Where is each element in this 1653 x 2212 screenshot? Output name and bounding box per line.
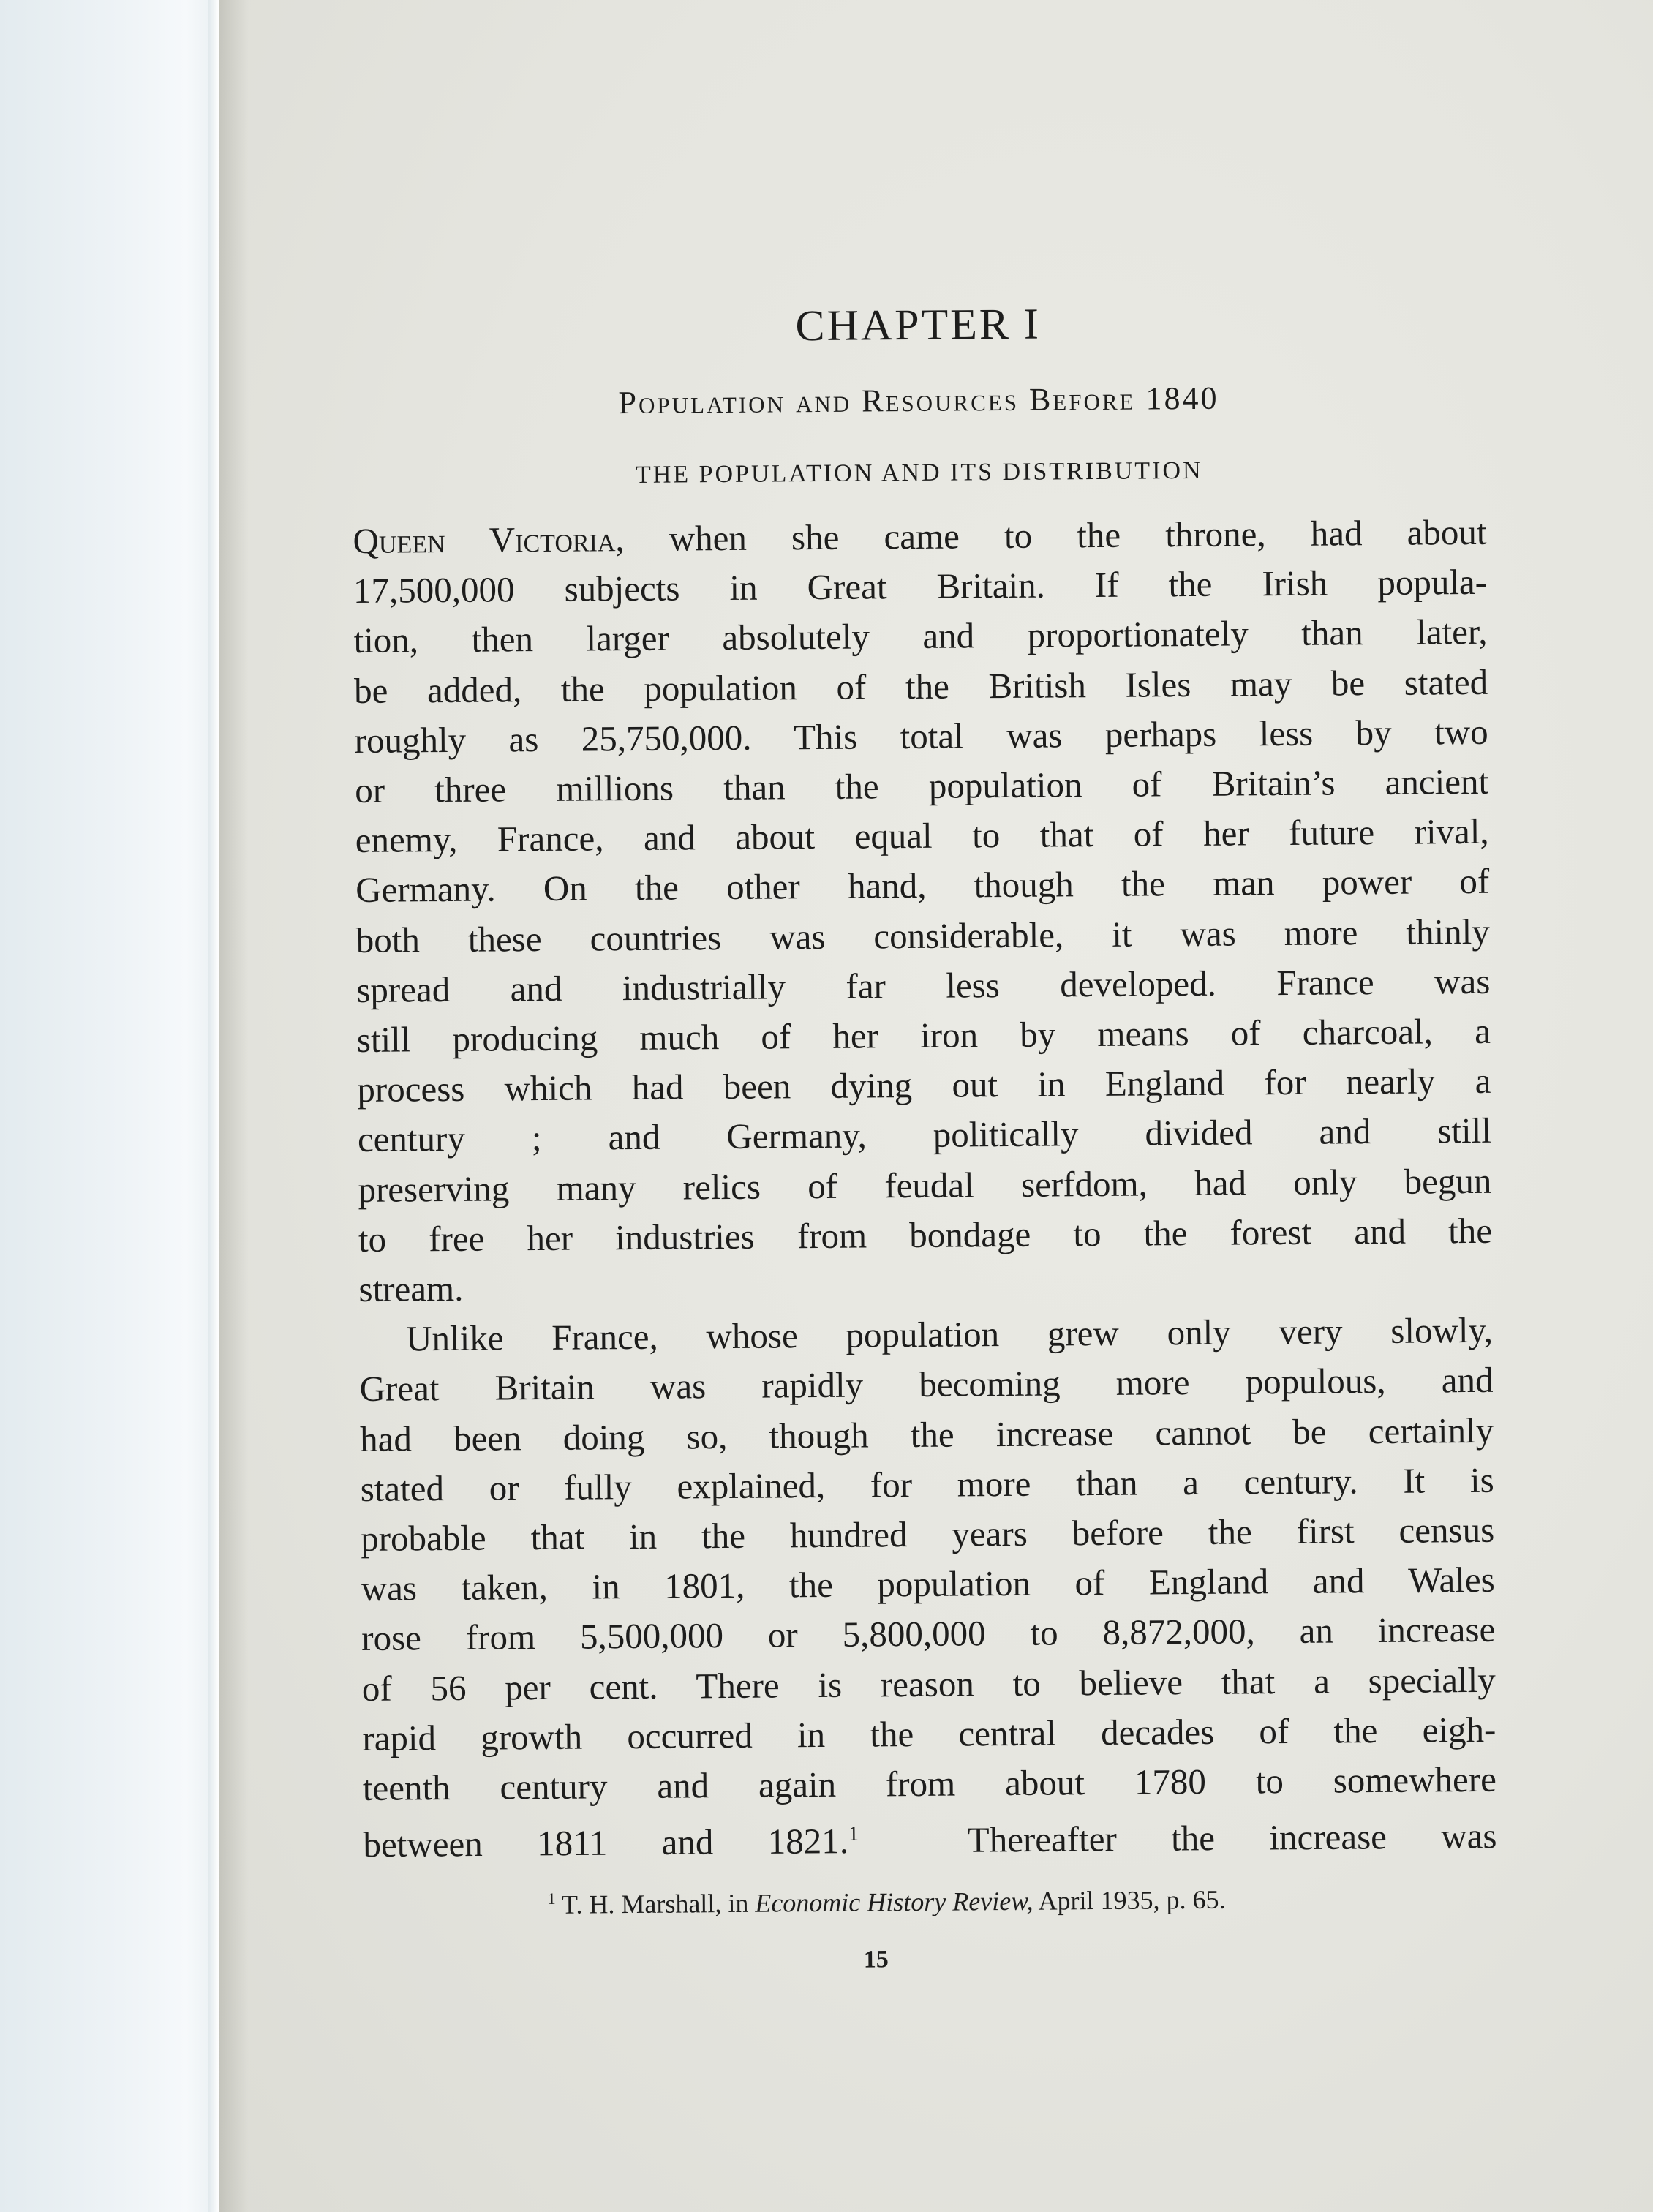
text-line: Unlike France, whose population grew only very slowly, <box>405 1310 1494 1359</box>
paragraph-2 <box>359 1306 1497 1870</box>
text-line: stream. <box>358 1268 464 1310</box>
text-line: or three millions than the population of Britain’s ancient <box>354 761 1489 810</box>
text-line: Germany. On the other hand, though the man power of <box>355 861 1490 911</box>
text-line: enemy, France, and about equal to that of her future rival, <box>355 811 1489 861</box>
text-line: teenth century and again from about 1780 to somewhere <box>362 1758 1497 1809</box>
chapter-title: Population and Resources Before 1840 <box>618 380 1219 421</box>
text-line: 17,500,000 subjects in Great Britain. If the Irish popula- <box>353 562 1488 612</box>
text-line: preserving many relics of feudal serfdom, had only begun <box>358 1160 1492 1210</box>
text-span: , when she came to the throne, had about <box>615 511 1487 560</box>
text-line: roughly as 25,750,000. This total was perhaps less by two <box>354 711 1488 761</box>
book-page <box>219 0 1653 2212</box>
text-line <box>353 508 1486 566</box>
text-column <box>351 298 1498 1978</box>
footnote-text-end: April 1935, p. 65. <box>1038 1884 1226 1916</box>
footnote-source: Economic History Review, <box>755 1886 1033 1918</box>
text-line: both these countries was considerable, it was more thinly <box>355 911 1490 960</box>
text-line: stated or fully explained, for more than a century. It is <box>360 1459 1494 1509</box>
footnote-marker: 1 <box>848 1822 859 1846</box>
chapter-heading: CHAPTER I <box>795 299 1042 350</box>
text-line: process which had been dying out in England for nearly a <box>357 1061 1491 1110</box>
footnote-text: T. H. Marshall, in <box>561 1888 749 1919</box>
facing-page-left <box>0 0 219 2212</box>
text-line: probable that in the hundred years before the first census <box>361 1509 1495 1560</box>
text-line: spread and industrially far less developed. France was <box>356 960 1491 1010</box>
drop-small-caps: Queen Victoria <box>353 519 616 561</box>
text-line: was taken, in 1801, the population of England and Wales <box>361 1560 1495 1609</box>
text-line: to free her industries from bondage to the forest and the <box>358 1210 1493 1260</box>
text-line: had been doing so, though the increase cannot be certainly <box>359 1410 1494 1459</box>
text-line: be added, the population of the British Isles may be stated <box>353 661 1488 711</box>
text-line: still producing much of her iron by means of charcoal, a <box>356 1010 1491 1060</box>
text-span: Thereafter the increase was <box>967 1816 1497 1861</box>
section-heading: THE POPULATION AND ITS DISTRIBUTION <box>635 456 1203 489</box>
footnote <box>364 1884 1497 1919</box>
page-shadow <box>219 0 249 2212</box>
page-number: 15 <box>863 1946 889 1974</box>
text-line: Great Britain was rapidly becoming more populous, and <box>359 1360 1494 1410</box>
text-line: rapid growth occurred in the central decades of the eigh- <box>362 1709 1496 1758</box>
text-line: tion, then larger absolutely and proportionately than later, <box>353 612 1488 661</box>
text-line: rose from 5,500,000 or 5,800,000 to 8,872,000, an increase <box>361 1609 1496 1659</box>
footnote-number: 1 <box>547 1889 556 1908</box>
text-line: century ; and Germany, politically divided and still <box>357 1110 1492 1160</box>
text-line: of 56 per cent. There is reason to believe that a specially <box>361 1659 1496 1709</box>
text-span: between 1811 and 1821. <box>363 1821 849 1865</box>
text-line <box>363 1805 1497 1870</box>
paragraph-1 <box>353 508 1493 1314</box>
